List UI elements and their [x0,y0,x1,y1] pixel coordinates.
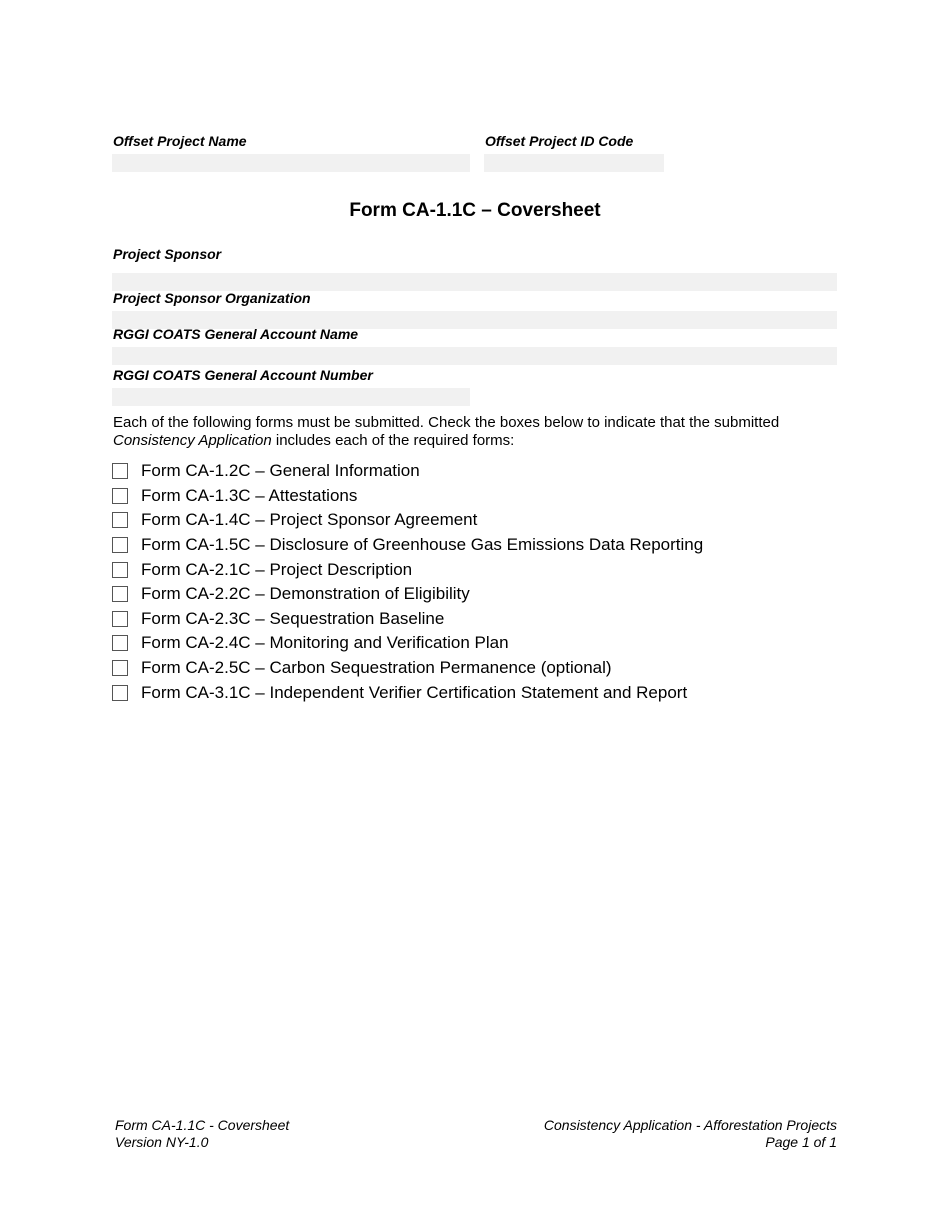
checkbox[interactable] [112,611,128,627]
footer-right [544,1117,837,1151]
footer-page-number: Page 1 of 1 [765,1134,837,1150]
account-name-field[interactable] [112,347,837,365]
checkbox[interactable] [112,537,128,553]
instructions-text [113,414,833,450]
checklist-item [112,631,703,656]
checklist-item-label: Form CA-2.3C – Sequestration Baseline [141,608,445,628]
checkbox[interactable] [112,685,128,701]
checklist-item [112,533,703,558]
account-name-label: RGGI COATS General Account Name [113,326,359,342]
project-name-field[interactable] [112,154,470,172]
checklist-item [112,607,703,632]
checklist-item [112,484,703,509]
checklist-item-label: Form CA-2.4C – Monitoring and Verification Plan [141,633,509,653]
checklist-item [112,680,703,705]
account-number-field[interactable] [112,388,470,406]
checkbox[interactable] [112,635,128,651]
footer-version: Version NY-1.0 [115,1134,209,1150]
project-sponsor-field[interactable] [112,273,837,291]
checklist-item-label: Form CA-3.1C – Independent Verifier Certification Statement and Report [141,682,688,702]
instructions-emphasis: Consistency Application [113,432,272,449]
checklist-item-label: Form CA-1.3C – Attestations [141,485,358,505]
footer-application-type: Consistency Application - Afforestation Projects [543,1117,837,1133]
sponsor-org-label: Project Sponsor Organization [113,290,311,306]
checklist-item [112,459,703,484]
page-title: Form CA-1.1C – Coversheet [349,200,601,221]
checklist-item-label: Form CA-2.5C – Carbon Sequestration Permanence (optional) [141,658,612,678]
checklist-item [112,508,703,533]
checklist-item-label: Form CA-1.2C – General Information [141,461,420,481]
required-forms-checklist [112,459,703,705]
checklist-item-label: Form CA-1.4C – Project Sponsor Agreement [141,510,478,530]
account-number-label: RGGI COATS General Account Number [113,367,373,383]
instructions-part1: Each of the following forms must be submitted. Check the boxes below to indicate that the submitted [113,414,780,431]
project-id-field[interactable] [484,154,664,172]
footer-left [115,1117,289,1151]
footer-form-name: Form CA-1.1C - Coversheet [115,1117,290,1133]
checklist-item [112,582,703,607]
checklist-item-label: Form CA-1.5C – Disclosure of Greenhouse Gas Emissions Data Reporting [141,535,704,555]
checkbox[interactable] [112,660,128,676]
checkbox[interactable] [112,512,128,528]
project-id-label: Offset Project ID Code [485,133,634,149]
checkbox[interactable] [112,463,128,479]
instructions-part2: includes each of the required forms: [271,432,515,449]
checklist-item [112,557,703,582]
checklist-item-label: Form CA-2.1C – Project Description [141,559,413,579]
checkbox[interactable] [112,586,128,602]
checkbox[interactable] [112,488,128,504]
checklist-item-label: Form CA-2.2C – Demonstration of Eligibility [141,584,470,604]
checklist-item [112,656,703,681]
project-name-label: Offset Project Name [113,133,247,149]
project-sponsor-label: Project Sponsor [113,246,222,262]
checkbox[interactable] [112,562,128,578]
